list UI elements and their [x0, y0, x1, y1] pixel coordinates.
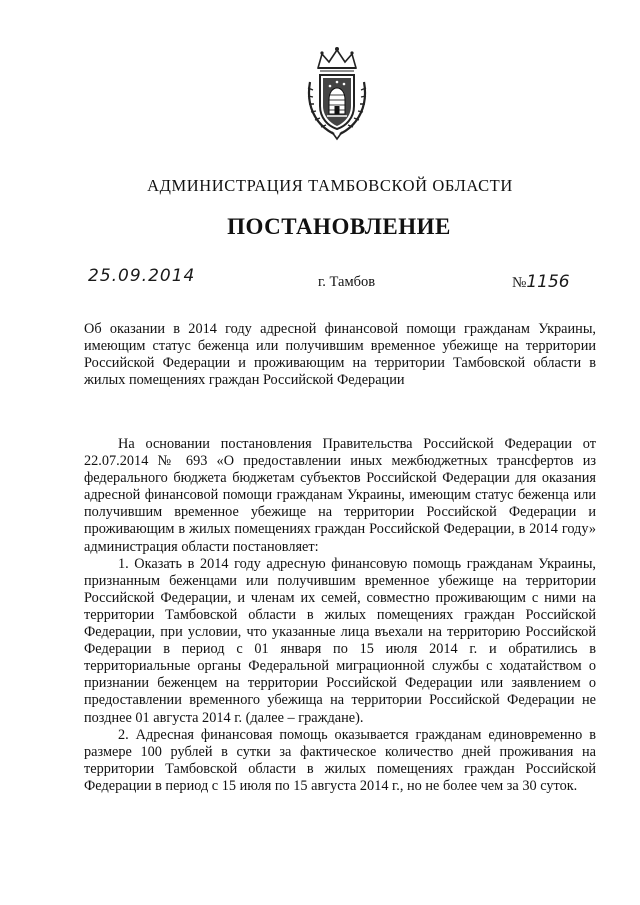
- document-number: [512, 272, 570, 292]
- document-date: 25.09.2014: [88, 266, 196, 286]
- body-item-2: 2. Адресная финансовая помощь оказывается гражданам единовременно в размере 100 рублей в сутки за фактическое количество дней проживания на территории Тамбовской области в жилых помещениях граждан Российской Федерации в период с 15 июля по 15 августа 2014 г., но не более чем за 30 суток.: [84, 726, 596, 794]
- document-city: г. Тамбов: [318, 274, 376, 290]
- document-subject: Об оказании в 2014 году адресной финансовой помощи гражданам Украины, имеющим статус беженца или получившим временное убежище на территории Российской Федерации и проживающим на территории Тамбовской области в жилых помещениях граждан Российской Федерации: [84, 321, 596, 388]
- body-item-1: 1. Оказать в 2014 году адресную финансовую помощь гражданам Украины, признанным беженцами или получившим временное убежище на территории Российской Федерации, и членам их семей, совместно проживающим с ними на территории Тамбовской области в жилых помещениях граждан Российской Федерации, при условии, что указанные лица въехали на территорию Российской Федерации в период с 01 января по 15 июля 2014 г. и обратились в территориальные органы Федеральной миграционной службы с ходатайством о признании беженцем на территории Российской Федерации или заявлением о предоставлении временного убежища на территории Российской Федерации не позднее 01 августа 2014 г. (далее – граждане).: [84, 555, 596, 726]
- tambov-coat-of-arms-icon: [296, 42, 378, 142]
- preamble-paragraph: На основании постановления Правительства Российской Федерации от 22.07.2014 № 693 «О предоставлении иных межбюджетных трансфертов из федерального бюджета бюджетам субъектов Российской Федерации для оказания адресной финансовой помощи гражданам Украины, имеющим статус беженца или получившим временное убежище на территории Российской Федерации и проживающим в жилых помещениях граждан Российской Федерации, в 2014 году» администрация области постановляет:: [84, 436, 596, 555]
- document-body: [84, 436, 596, 795]
- organization-name: АДМИНИСТРАЦИЯ ТАМБОВСКОЙ ОБЛАСТИ: [147, 176, 513, 195]
- number-sign: №: [512, 275, 527, 291]
- document-type-title: ПОСТАНОВЛЕНИЕ: [227, 214, 451, 239]
- number-value: 1156: [526, 272, 570, 292]
